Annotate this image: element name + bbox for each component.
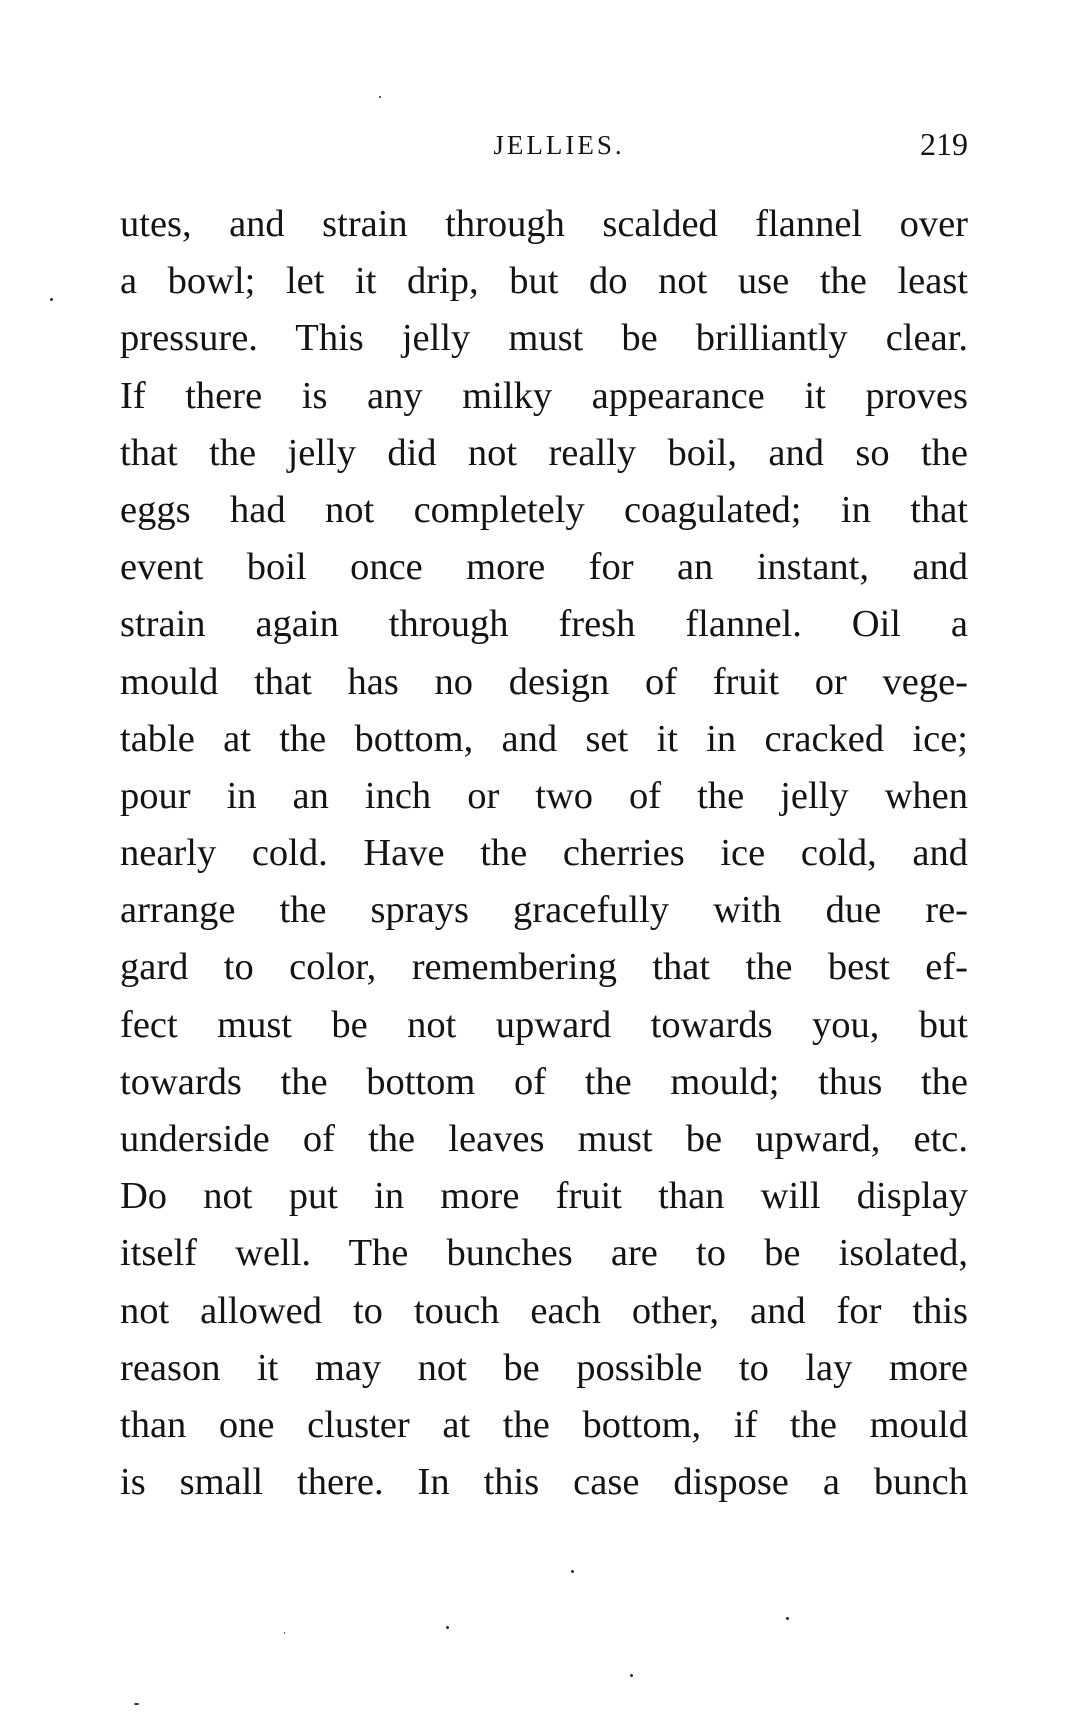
text-line: not allowed to touch each other, and for this	[120, 1289, 968, 1332]
text-line: towards the bottom of the mould; thus the	[120, 1060, 968, 1103]
text-line: underside of the leaves must be upward, etc.	[120, 1118, 968, 1160]
text-line: arrange the sprays gracefully with due re-	[120, 889, 968, 932]
text-line: strain again through fresh flannel. Oil a	[120, 603, 968, 646]
text-line: that the jelly did not really boil, and so the	[120, 431, 968, 474]
text-line: eggs had not completely coagulated; in that	[120, 488, 968, 531]
text-line: Do not put in more fruit than will display	[120, 1175, 968, 1218]
text-line: event boil once more for an instant, and	[120, 546, 968, 589]
text-line: than one cluster at the bottom, if the mould	[120, 1403, 968, 1446]
scan-speck	[446, 1626, 449, 1629]
scan-speck	[50, 298, 53, 301]
running-head	[120, 124, 968, 174]
scan-speck	[630, 1674, 633, 1677]
text-line: itself well. The bunches are to be isolated,	[120, 1232, 968, 1275]
text-line: utes, and strain through scalded flannel over	[120, 203, 968, 245]
text-line: fect must be not upward towards you, but	[120, 1003, 968, 1046]
scan-speck	[786, 1617, 789, 1620]
text-line: gard to color, remembering that the best ef-	[120, 946, 968, 989]
body-text	[120, 196, 968, 1511]
page-number: 219	[920, 126, 968, 162]
text-line: table at the bottom, and set it in cracked ice;	[120, 717, 968, 760]
scan-speck	[379, 96, 381, 98]
text-line: reason it may not be possible to lay more	[120, 1346, 968, 1389]
scan-speck	[134, 1703, 139, 1705]
text-line: If there is any milky appearance it proves	[120, 374, 968, 417]
scan-speck	[571, 1570, 574, 1573]
text-line: mould that has no design of fruit or vege-	[120, 660, 968, 703]
text-line: is small there. In this case dispose a bunch	[120, 1461, 968, 1504]
text-line: pour in an inch or two of the jelly when	[120, 774, 968, 817]
text-line: pressure. This jelly must be brilliantly clear.	[120, 317, 968, 360]
running-title: JELLIES.	[493, 130, 625, 160]
scan-speck	[284, 1632, 285, 1634]
text-line: a bowl; let it drip, but do not use the least	[120, 260, 968, 303]
text-line: nearly cold. Have the cherries ice cold, and	[120, 832, 968, 875]
